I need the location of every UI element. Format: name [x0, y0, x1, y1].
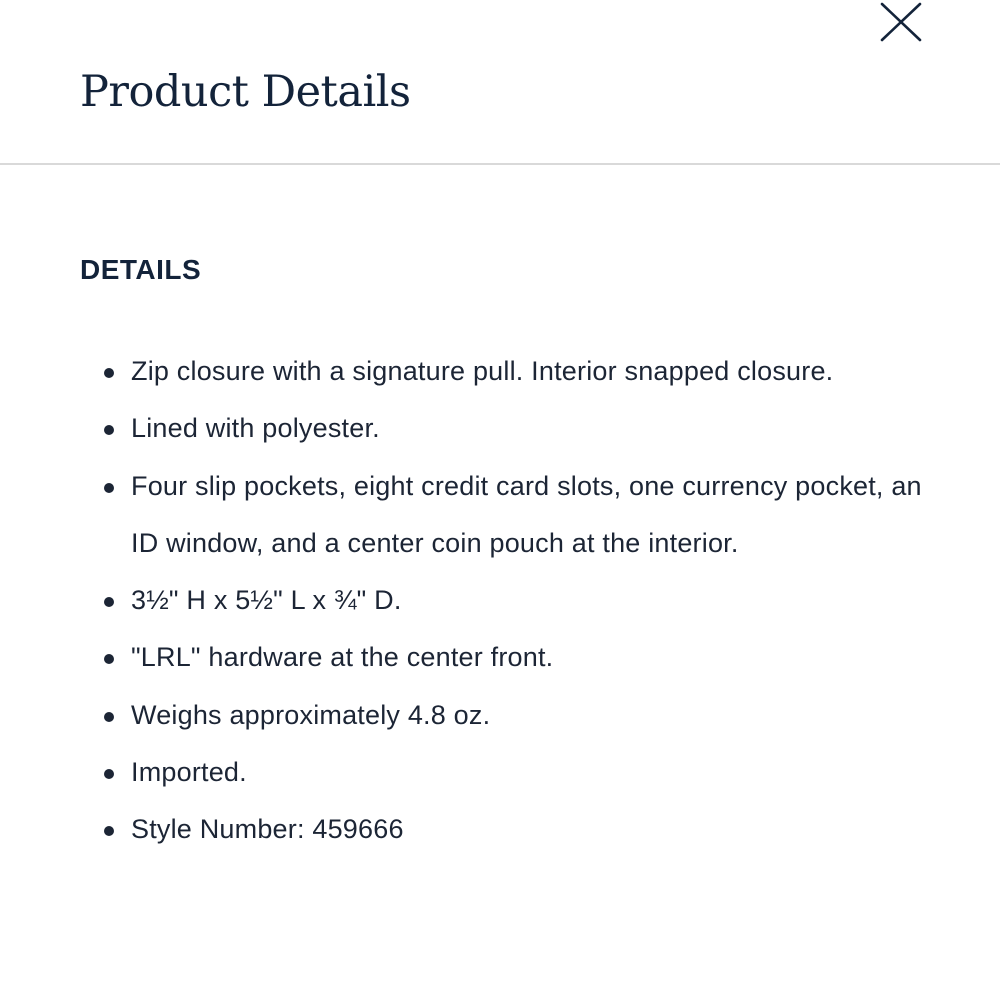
detail-item-weight: [0, 687, 931, 744]
details-heading: DETAILS: [80, 254, 202, 285]
detail-text: Style Number: 459666: [131, 814, 404, 845]
detail-text: "LRL" hardware at the center front.: [131, 642, 554, 673]
detail-text: Imported.: [131, 757, 247, 788]
bullet-icon: [104, 425, 114, 435]
detail-item-lining: [0, 400, 931, 457]
bullet-icon: [104, 368, 114, 378]
detail-item-closure: [0, 343, 931, 400]
bullet-icon: [104, 712, 114, 722]
detail-text: 3½" H x 5½" L x ¾" D.: [131, 585, 402, 616]
detail-item-origin: [0, 744, 931, 801]
page-title: Product Details: [80, 67, 411, 117]
detail-text: Zip closure with a signature pull. Interior snapped closure.: [131, 356, 834, 386]
bullet-icon: [104, 769, 114, 779]
header-divider: [0, 163, 1000, 165]
detail-text: Lined with polyester.: [131, 413, 380, 444]
bullet-icon: [104, 826, 114, 836]
detail-text: Four slip pockets, eight credit card slots, one currency pocket, an ID window, and a center coin pouch at the interior.: [131, 470, 922, 558]
close-button[interactable]: [876, 0, 928, 44]
detail-item-dimensions: [0, 572, 931, 629]
detail-text: Weighs approximately 4.8 oz.: [131, 699, 491, 730]
bullet-icon: [104, 483, 114, 493]
detail-item-pockets: [0, 458, 931, 573]
detail-item-hardware: [0, 629, 931, 686]
details-list: [0, 343, 1000, 859]
close-icon: [876, 0, 928, 44]
detail-item-style-number: [0, 801, 931, 858]
bullet-icon: [104, 654, 114, 664]
bullet-icon: [104, 597, 114, 607]
